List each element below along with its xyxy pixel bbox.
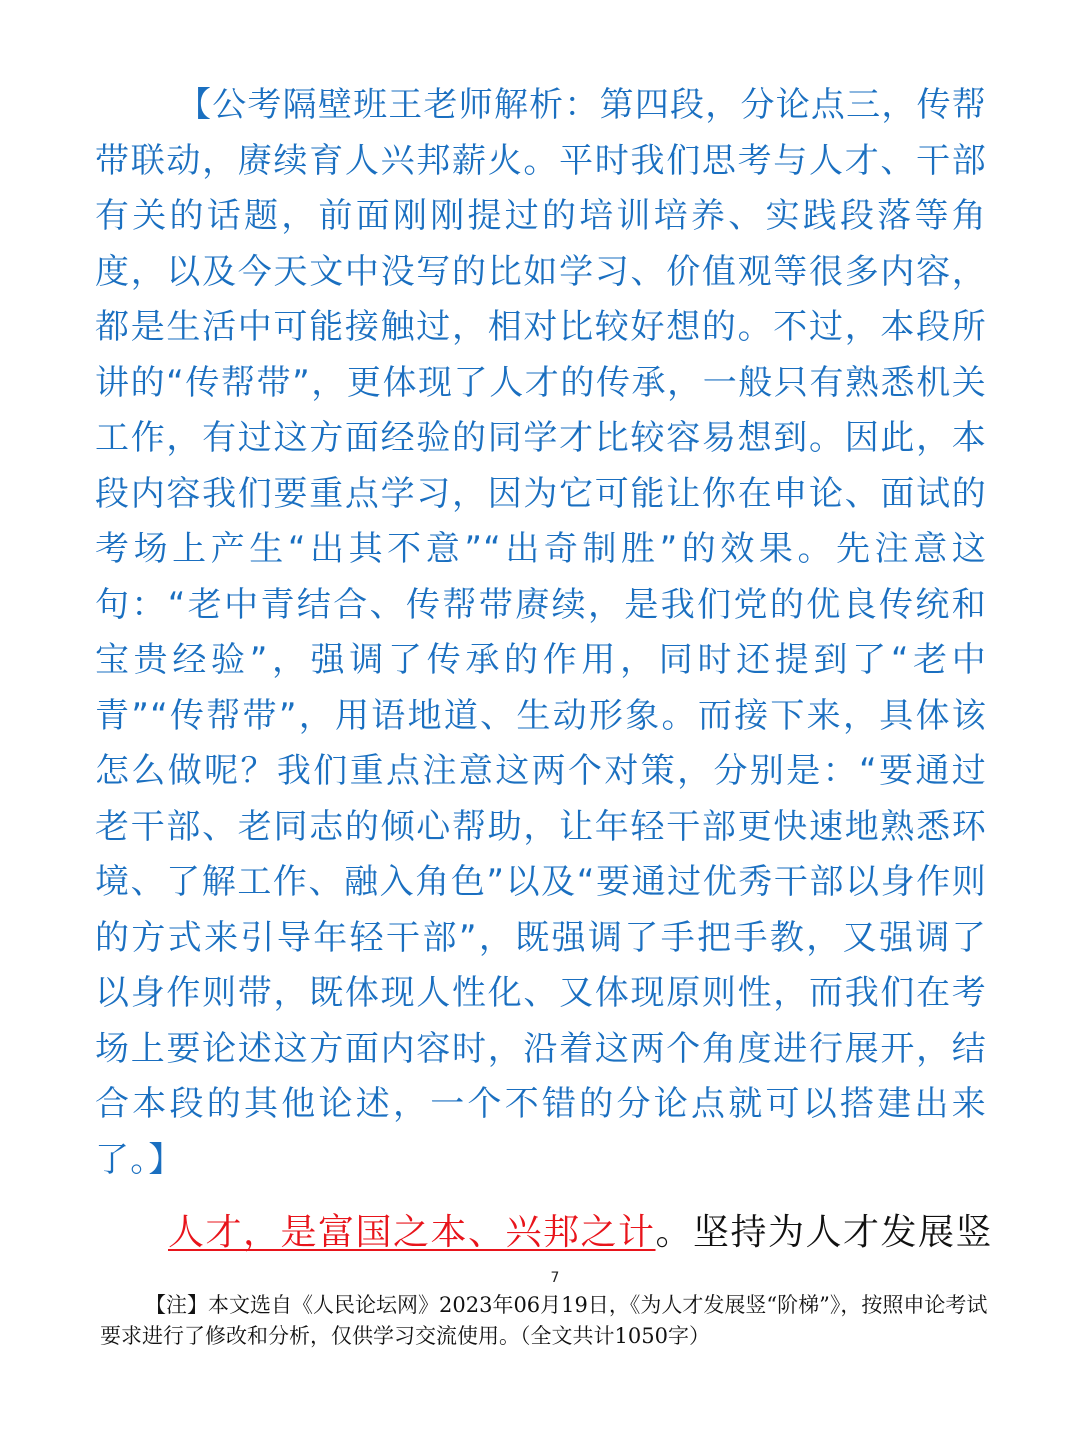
body-text-continuation: 。坚持为人才发展竖 [655,1212,994,1253]
analysis-paragraph: 【公考隔壁班王老师解析：第四段，分论点三，传帮带联动，赓续育人兴邦薪火。平时我们思考与人才、干部有关的话题，前面刚刚提过的培训培养、实践段落等角度，以及今天文中没写的比如学习、价值观等很多内容，都是生活中可能接触过，相对比较好想的。不过，本段所讲的“传帮带”，更体现了人才的传承，一般只有熟悉机关工作，有过这方面经验的同学才比较容易想到。因此，本段内容我们要重点学习，因为它可能让你在申论、面试的考场上产生“出其不意”“出奇制胜”的效果。先注意这句：“老中青结合、传帮带赓续，是我们党的优良传统和宝贵经验”，强调了传承的作用，同时还提到了“老中青”“传帮带”，用语地道、生动形象。而接下来，具体该怎么做呢？我们重点注意这两个对策，分别是：“要通过老干部、老同志的倾心帮助，让年轻干部更快速地熟悉环境、了解工作、融入角色”以及“要通过优秀干部以身作则的方式来引导年轻干部”，既强调了手把手教，又强调了以身作则带，既体现人性化、又体现原则性，而我们在考场上要论述这方面内容时，沿着这两个角度进行展开，结合本段的其他论述，一个不错的分论点就可以搭建出来了。】 [95,85,987,1180]
body-paragraph-start [168,1208,998,1258]
page-number: 7 [550,1270,560,1286]
highlighted-thesis: 人才，是富国之本、兴邦之计 [168,1212,656,1253]
footnote: 【注】本文选自《人民论坛网》2023年06月19日，《为人才发展竖“阶梯”》，按照申论考试要求进行了修改和分析，仅供学习交流使用。（全文共计1050字） [100,1293,988,1348]
